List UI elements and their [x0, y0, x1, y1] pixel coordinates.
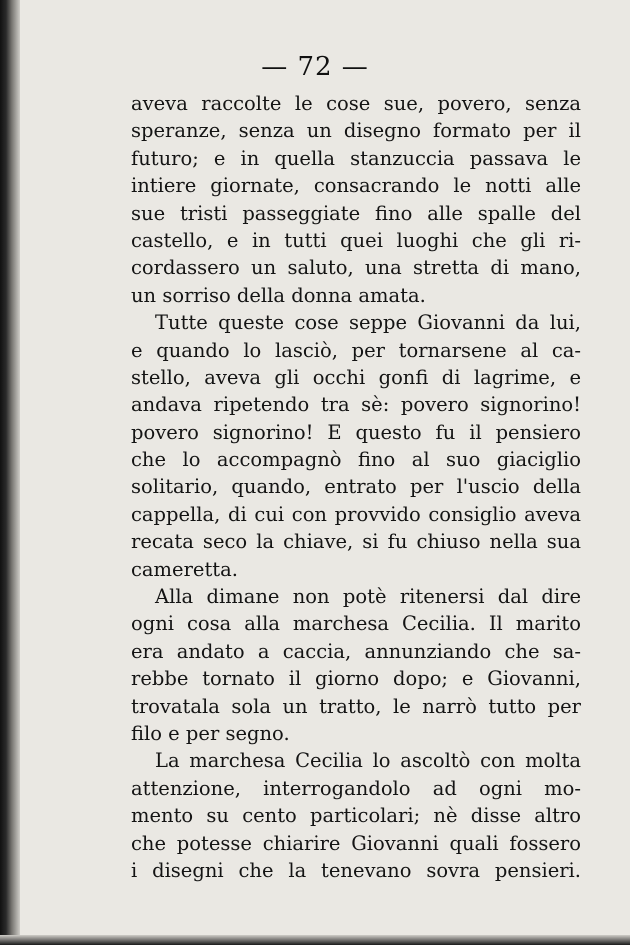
text-line: era andato a caccia, annunziando che sa- [131, 639, 581, 663]
text-line: aveva raccolte le cose sue, povero, senza [131, 92, 581, 115]
text-line: futuro; e in quella stanzuccia passava le [131, 146, 581, 170]
text-line: trovatala sola un tratto, le narrò tutto per [131, 694, 581, 718]
text-line: rebbe tornato il giorno dopo; e Giovanni, [131, 667, 581, 691]
text-line: solitario, quando, entrato per l'uscio della [131, 475, 581, 499]
text-line: andava ripetendo tra sè: povero signorino! [131, 393, 581, 417]
text-line: mento su cento particolari; nè disse altro [131, 804, 581, 828]
text-line: povero signorino! E questo fu il pensiero [131, 420, 581, 444]
text-line: stello, aveva gli occhi gonfi di lagrime, e [131, 365, 581, 389]
body-text [131, 90, 581, 884]
text-line: ogni cosa alla marchesa Cecilia. Il marito [131, 612, 581, 636]
page-bottom-edge [0, 935, 630, 945]
text-line: Alla dimane non potè ritenersi dal dire [155, 585, 581, 609]
text-line: cordassero un saluto, una stretta di mano, [131, 256, 581, 280]
text-line: intiere giornate, consacrando le notti alle [131, 174, 581, 198]
text-line: filo e per segno. [131, 721, 290, 745]
text-line: La marchesa Cecilia lo ascoltò con molta [155, 749, 581, 773]
text-line: Tutte queste cose seppe Giovanni da lui, [155, 311, 581, 335]
text-line: e quando lo lasciò, per tornarsene al ca- [131, 338, 581, 362]
text-line: che lo accompagnò fino al suo giaciglio [131, 448, 581, 472]
text-line: sue tristi passeggiate fino alle spalle del [131, 201, 581, 225]
book-spine-shadow [0, 0, 20, 945]
text-line: castello, e in tutti quei luoghi che gli ri- [131, 228, 581, 252]
text-line: i disegni che la tenevano sovra pensieri. [131, 858, 581, 882]
text-line: attenzione, interrogandolo ad ogni mo- [131, 776, 581, 800]
text-line: un sorriso della donna amata. [131, 283, 426, 307]
text-line: che potesse chiarire Giovanni quali fossero [131, 831, 581, 855]
text-line: cappella, di cui con provvido consiglio aveva [131, 502, 581, 526]
text-line: cameretta. [131, 557, 238, 581]
page-number: — 72 — [261, 52, 369, 82]
text-line: recata seco la chiave, si fu chiuso nella sua [131, 530, 581, 554]
text-line: speranze, senza un disegno formato per il [131, 119, 581, 143]
